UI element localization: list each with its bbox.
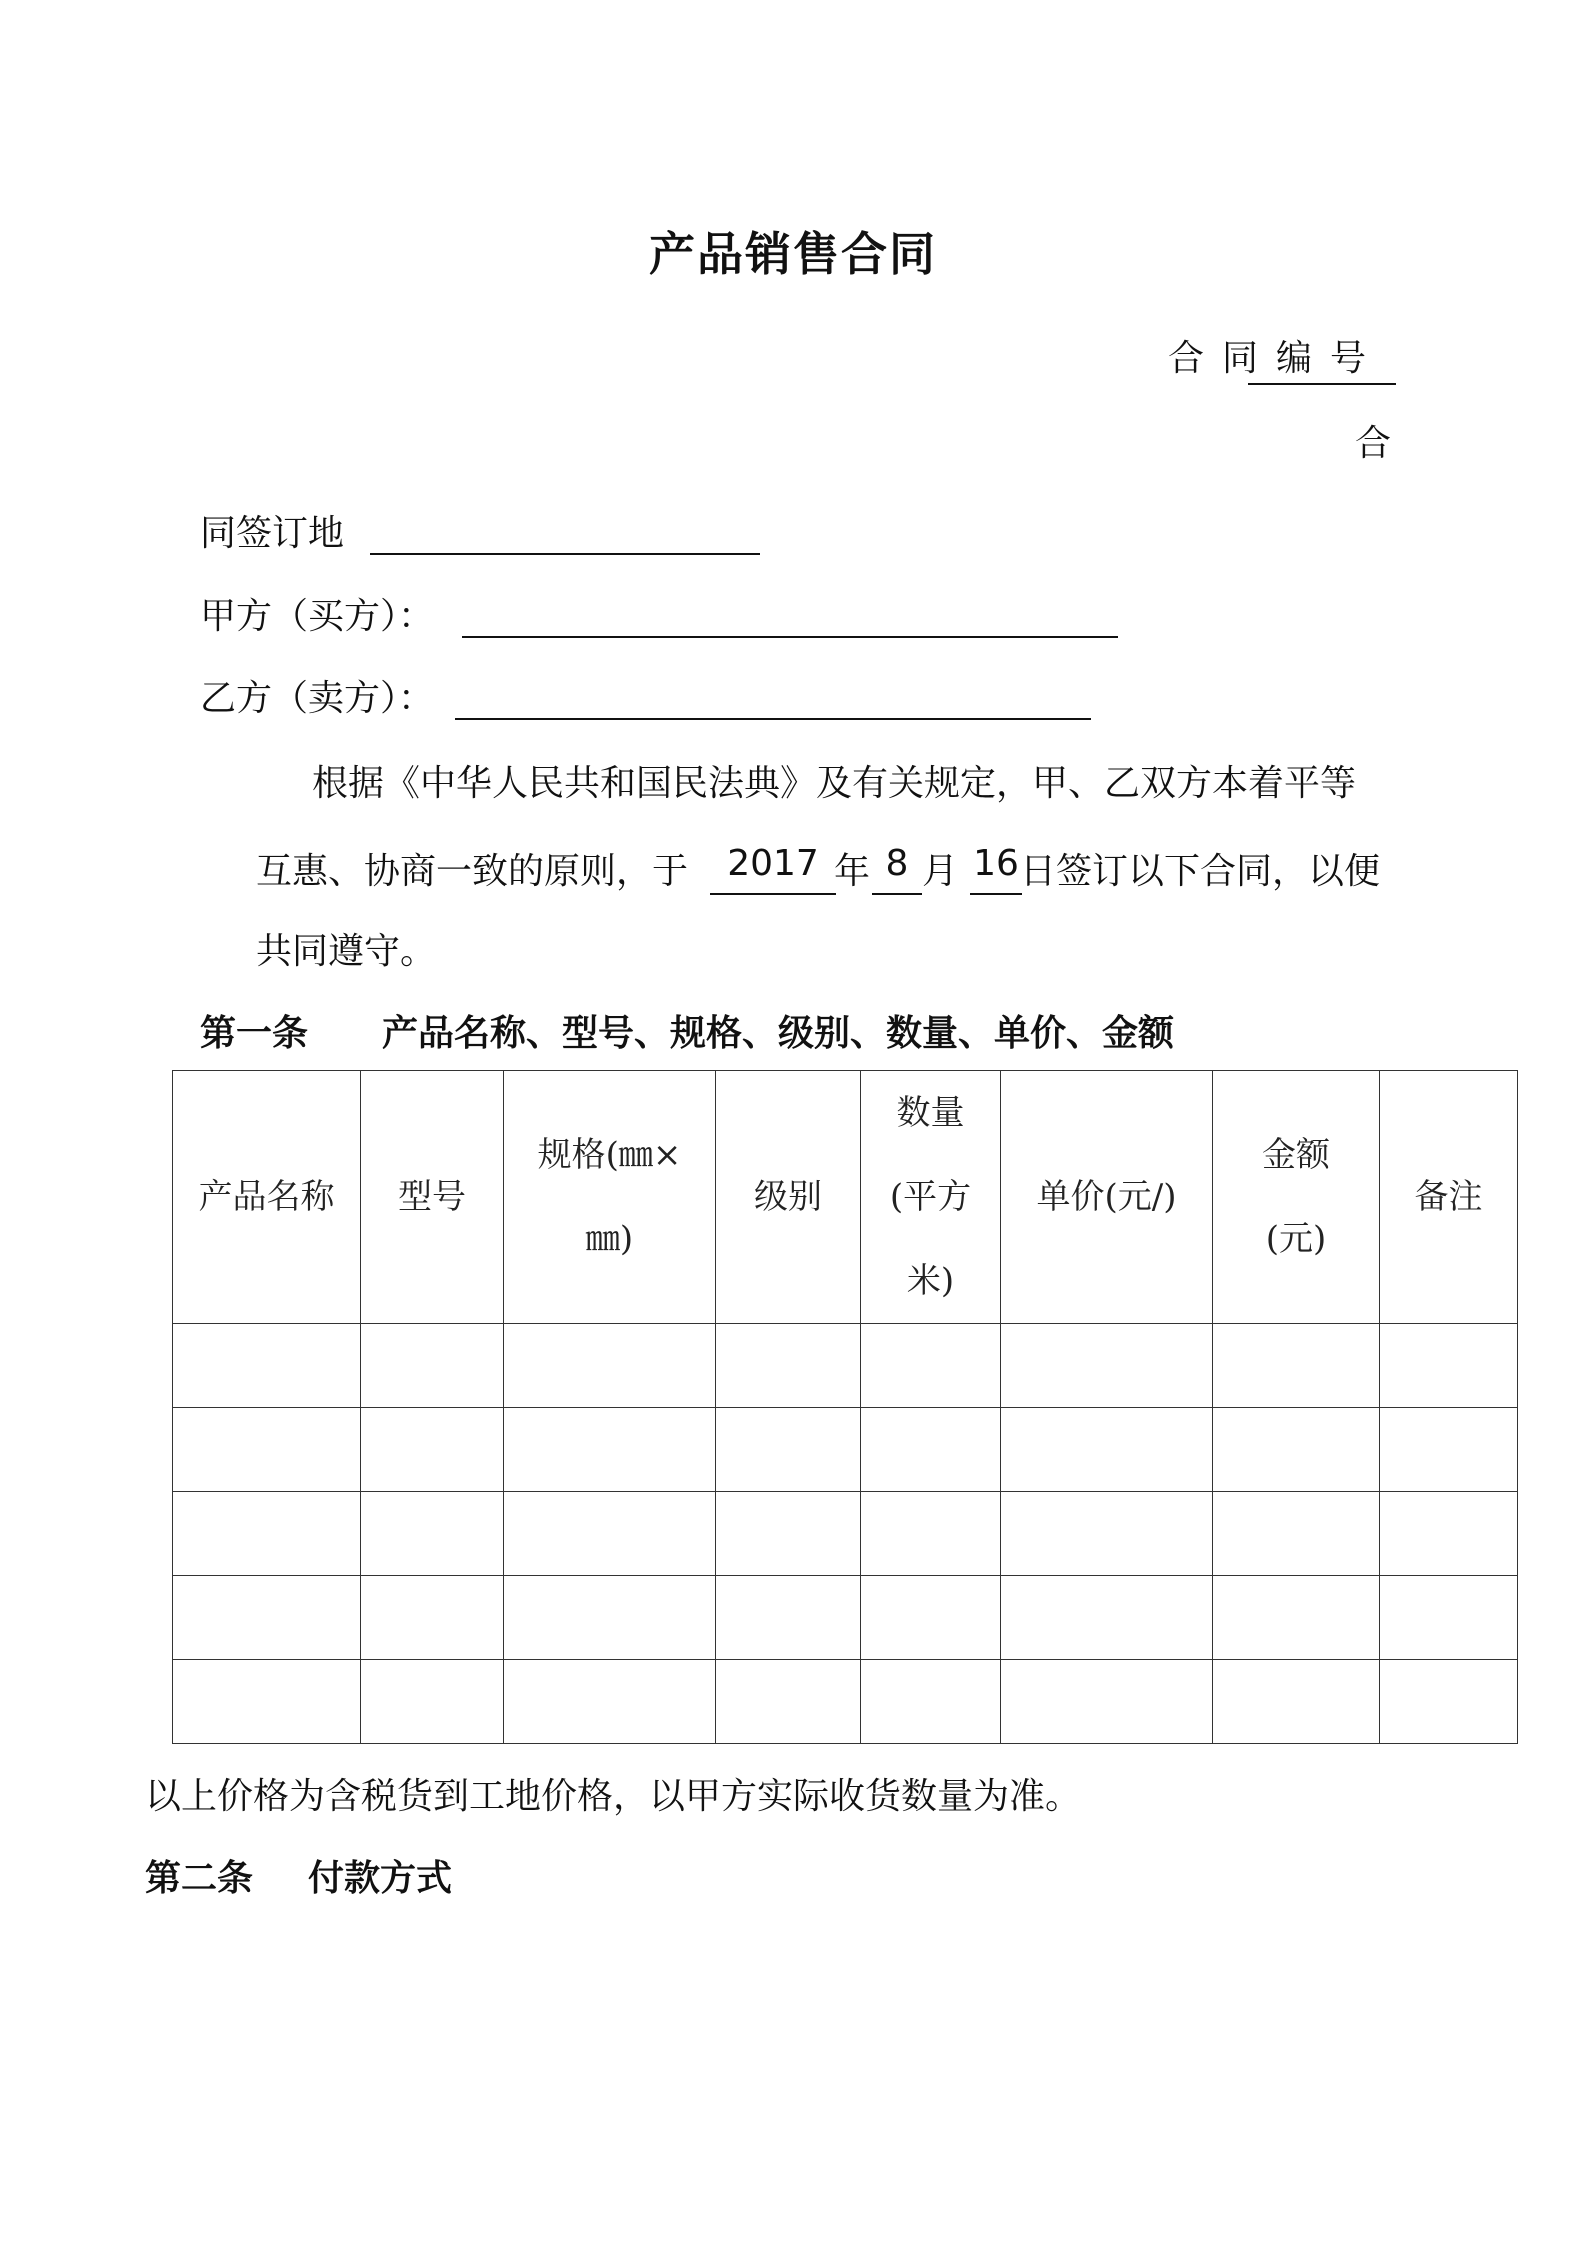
table-cell[interactable] (504, 1408, 716, 1492)
table-body (173, 1324, 1518, 1744)
table-row (173, 1408, 1518, 1492)
product-table (172, 1070, 1518, 1744)
party-b-label: 乙方（卖方）： (200, 678, 435, 719)
table-cell[interactable] (504, 1492, 716, 1576)
intro-line-2-suffix: 日签订以下合同，以便 (1020, 851, 1381, 892)
table-row (173, 1492, 1518, 1576)
table-cell[interactable] (716, 1408, 861, 1492)
table-cell[interactable] (716, 1324, 861, 1408)
contract-number-field[interactable] (1248, 383, 1396, 385)
signing-place-label-part1: 合 (1355, 423, 1392, 464)
table-cell[interactable] (1213, 1324, 1380, 1408)
header-model: 型号 (361, 1071, 504, 1324)
article-2-heading: 付款方式 (308, 1858, 453, 1899)
year-unit: 年 (834, 851, 871, 892)
party-a-field[interactable] (462, 636, 1118, 638)
table-cell[interactable] (861, 1660, 1001, 1744)
table-cell[interactable] (173, 1324, 361, 1408)
sign-month-underline (872, 893, 922, 895)
price-note: 以上价格为含税货到工地价格，以甲方实际收货数量为准。 (145, 1776, 1082, 1817)
header-amount: 金额 (元) (1213, 1071, 1380, 1324)
header-spec: 规格(㎜× ㎜) (504, 1071, 716, 1324)
party-b-field[interactable] (455, 718, 1091, 720)
article-1-heading: 产品名称、型号、规格、级别、数量、单价、金额 (382, 1013, 1175, 1054)
article-2-number: 第二条 (145, 1858, 254, 1899)
header-product-name: 产品名称 (173, 1071, 361, 1324)
table-cell[interactable] (1380, 1492, 1518, 1576)
table-cell[interactable] (1380, 1408, 1518, 1492)
table-cell[interactable] (173, 1492, 361, 1576)
party-a-label: 甲方（买方）： (200, 596, 435, 637)
table-cell[interactable] (861, 1408, 1001, 1492)
sign-day-underline (970, 893, 1022, 895)
table-cell[interactable] (1213, 1408, 1380, 1492)
sign-year-underline (710, 893, 836, 895)
intro-line-2-prefix: 互惠、协商一致的原则，于 (256, 851, 689, 892)
table-cell[interactable] (1001, 1660, 1213, 1744)
table-cell[interactable] (504, 1660, 716, 1744)
intro-line-3: 共同遵守。 (256, 931, 437, 972)
sign-day: 16 (973, 843, 1019, 884)
table-cell[interactable] (1213, 1492, 1380, 1576)
table-cell[interactable] (1380, 1660, 1518, 1744)
table-cell[interactable] (361, 1576, 504, 1660)
table-cell[interactable] (173, 1576, 361, 1660)
table-cell[interactable] (504, 1576, 716, 1660)
header-quantity: 数量 (平方 米) (861, 1071, 1001, 1324)
signing-place-field[interactable] (370, 553, 760, 555)
table-cell[interactable] (861, 1492, 1001, 1576)
table-row (173, 1660, 1518, 1744)
contract-number-label: 合同编号 (1167, 338, 1384, 379)
table-row (173, 1324, 1518, 1408)
table-cell[interactable] (361, 1492, 504, 1576)
table-cell[interactable] (173, 1408, 361, 1492)
article-1-number: 第一条 (200, 1013, 309, 1054)
table-cell[interactable] (716, 1492, 861, 1576)
table-cell[interactable] (504, 1324, 716, 1408)
intro-line-1: 根据《中华人民共和国民法典》及有关规定，甲、乙双方本着平等 (312, 763, 1357, 804)
month-unit: 月 (922, 851, 959, 892)
table-header-row (173, 1071, 1518, 1324)
table-cell[interactable] (1380, 1324, 1518, 1408)
table-cell[interactable] (1213, 1660, 1380, 1744)
header-unit-price: 单价(元/) (1001, 1071, 1213, 1324)
table-cell[interactable] (861, 1576, 1001, 1660)
sign-month: 8 (885, 843, 909, 884)
table-row (173, 1576, 1518, 1660)
table-cell[interactable] (1213, 1576, 1380, 1660)
header-remark: 备注 (1380, 1071, 1518, 1324)
table-cell[interactable] (361, 1660, 504, 1744)
table-cell[interactable] (173, 1660, 361, 1744)
document-title: 产品销售合同 (649, 227, 937, 281)
table-cell[interactable] (716, 1576, 861, 1660)
table-cell[interactable] (361, 1408, 504, 1492)
sign-year: 2017 (727, 843, 819, 884)
header-grade: 级别 (716, 1071, 861, 1324)
table-cell[interactable] (1001, 1492, 1213, 1576)
table-cell[interactable] (1001, 1408, 1213, 1492)
signing-place-label: 同签订地 (200, 513, 345, 554)
table-cell[interactable] (716, 1660, 861, 1744)
table-cell[interactable] (1001, 1324, 1213, 1408)
table-cell[interactable] (1001, 1576, 1213, 1660)
table-cell[interactable] (1380, 1576, 1518, 1660)
table-cell[interactable] (361, 1324, 504, 1408)
table-cell[interactable] (861, 1324, 1001, 1408)
